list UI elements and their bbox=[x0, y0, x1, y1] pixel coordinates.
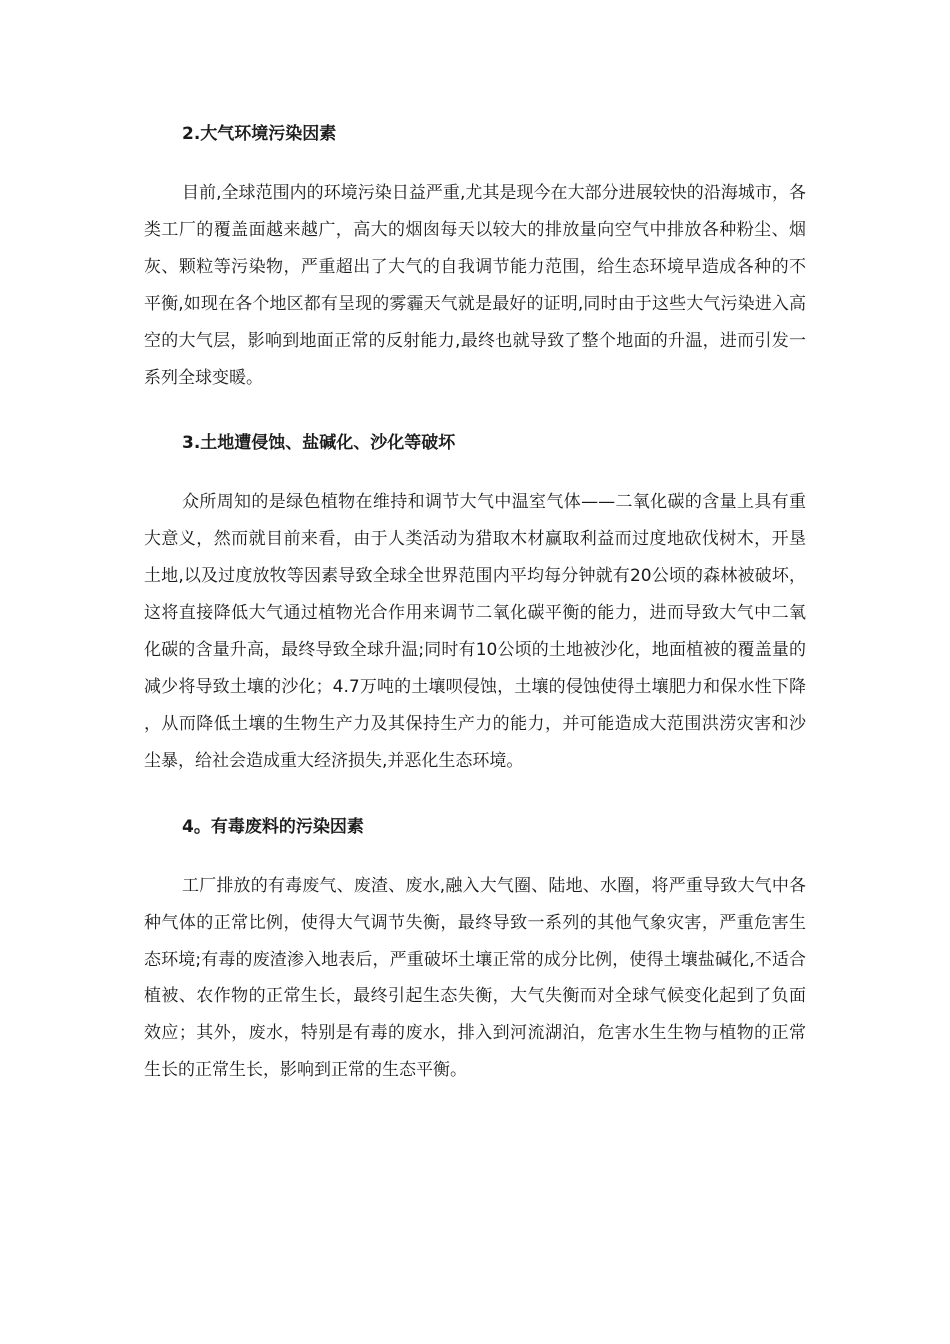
section-paragraph-toxic-waste: 工厂排放的有毒废气、废渣、废水,融入大气圈、陆地、水圈，将严重导致大气中各种气体的正常比例，使得大气调节失衡，最终导致一系列的其他气象灾害，严重危害生态环境;有毒的废渣渗入地表后，严重破坏土壤正常的成分比例，使得土壤盐碱化,不适合植被、农作物的正常生长，最终引起生态失衡，大气失衡而对全球气候变化起到了负面效应；其外，废水，特别是有毒的废水，排入到河流湖泊，危害水生生物与植物的正常生长的正常生长，影响到正常的生态平衡。 bbox=[144, 875, 806, 1081]
section-paragraph-land: 众所周知的是绿色植物在维持和调节大气中温室气体——二氧化碳的含量上具有重大意义，然而就目前来看，由于人类活动为猎取木材赢取利益而过度地砍伐树木，开垦土地,以及过度放牧等因素导致全球全世界范围内平均每分钟就有20公顷的森林被破坏，这将直接降低大气通过植物光合作用来调节二氧化碳平衡的能力，进而导致大气中二氧化碳的含量升高，最终导致全球升温;同时有10公顷的土地被沙化，地面植被的覆盖量的减少将导致土壤的沙化；4.7万吨的土壤呗侵蚀，土壤的侵蚀使得土壤肥力和保水性下降，从而降低土壤的生物生产力及其保持生产力的能力，并可能造成大范围洪涝灾害和沙尘暴，给社会造成重大经济损失,并恶化生态环境。 bbox=[144, 492, 806, 771]
section-paragraph-atmosphere: 目前,全球范围内的环境污染日益严重,尤其是现今在大部分进展较快的沿海城市，各类工厂的覆盖面越来越广，高大的烟囱每天以较大的排放量向空气中排放各种粉尘、烟灰、颗粒等污染物，严重超出了大气的自我调节能力范围，给生态环境早造成各种的不平衡,如现在各个地区都有呈现的雾霾天气就是最好的证明,同时由于这些大气污染进入高空的大气层，影响到地面正常的反射能力,最终也就导致了整个地面的升温，进而引发一系列全球变暖。 bbox=[144, 183, 806, 388]
document-body bbox=[144, 118, 806, 1089]
section-heading-toxic-waste: 4。有毒废料的污染因素 bbox=[182, 816, 364, 837]
section-heading-atmosphere: 2.大气环境污染因素 bbox=[182, 124, 337, 144]
section-heading-land: 3.土地遭侵蚀、盐碱化、沙化等破坏 bbox=[182, 433, 456, 454]
